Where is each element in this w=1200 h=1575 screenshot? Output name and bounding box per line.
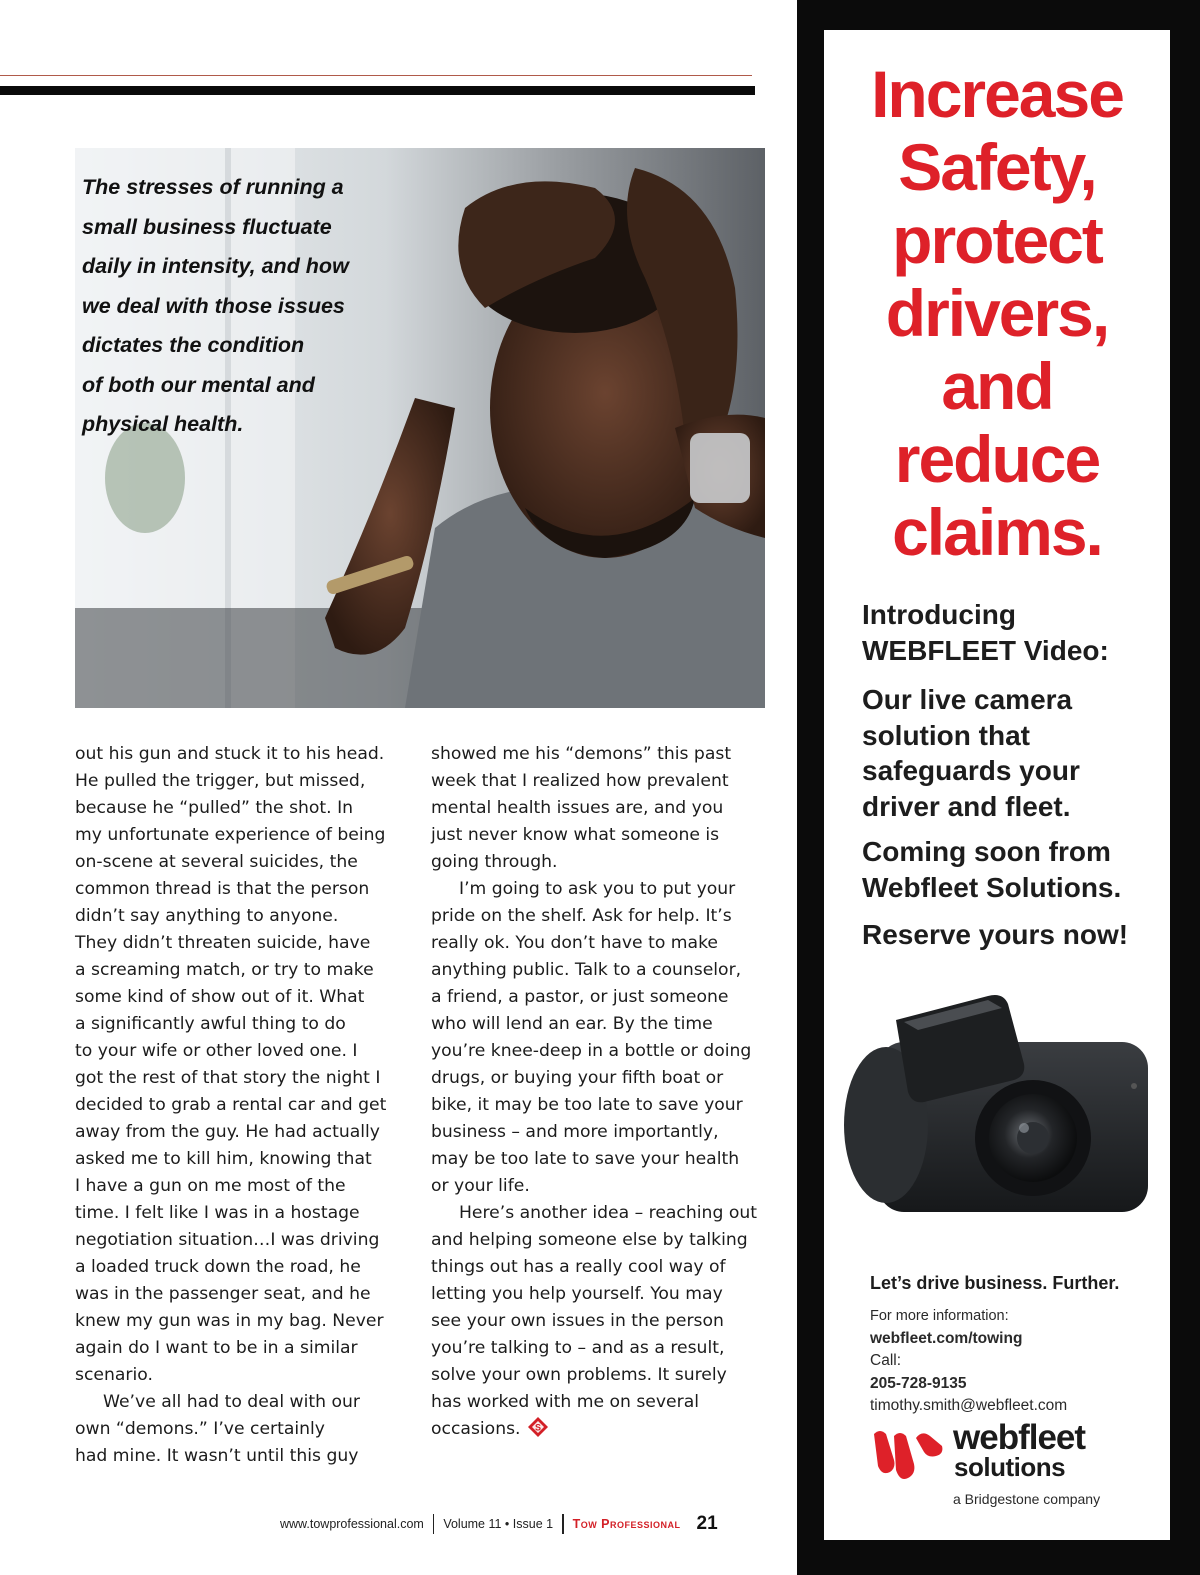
text-line: scenario. [75,1365,153,1385]
text-line: or your life. [431,1176,530,1196]
text-line-last [431,1416,771,1443]
text-line: a loaded truck down the road, he [75,1257,361,1277]
ad-call-line [870,1350,1067,1395]
ad-description-line: driver and fleet. [862,790,1071,822]
text-line-text: occasions. [431,1419,521,1439]
page-footer [280,1512,718,1536]
ad-headline-line: Safety, [898,130,1096,204]
pull-quote-line: we deal with those issues [82,293,345,318]
text-line: you’re knee-deep in a bottle or doing [431,1041,752,1061]
text-line: asked me to kill him, knowing that [75,1149,372,1169]
tow-professional-end-mark-icon [527,1416,549,1438]
text-line: was in the passenger seat, and he [75,1284,371,1304]
logo-wordmark-sub: solutions [954,1452,1066,1482]
ad-headline-line: protect [892,203,1102,277]
ad-coming-soon-line: Webfleet Solutions. [862,871,1122,903]
text-line: got the rest of that story the night I [75,1068,381,1088]
ad-headline-line: and [941,349,1053,423]
text-line: They didn’t threaten suicide, have [75,933,371,953]
text-line: We’ve all had to deal with our [103,1392,360,1412]
text-line: time. I felt like I was in a hostage [75,1203,360,1223]
text-line: who will lend an ear. By the time [431,1014,713,1034]
text-line: a friend, a pastor, or just someone [431,987,729,1007]
footer-divider [433,1514,435,1534]
text-line: knew my gun was in my bag. Never [75,1311,384,1331]
footer-divider [562,1514,564,1534]
pull-quote-line: of both our mental and [82,372,315,397]
text-line: business – and more importantly, [431,1122,719,1142]
text-line: on-scene at several suicides, the [75,852,358,872]
logo-wordmark: webfleet [953,1418,1086,1457]
pull-quote-line: The stresses of running a [82,175,344,199]
svg-text:S: S [534,1422,541,1433]
text-line: and helping someone else by talking [431,1230,748,1250]
text-line: see your own issues in the person [431,1311,724,1331]
text-line: decided to grab a rental car and get [75,1095,387,1115]
ad-email[interactable]: timothy.smith@webfleet.com [870,1397,1068,1414]
header-rule-thick [0,86,755,95]
text-line: I’m going to ask you to put your [459,879,736,899]
ad-headline-line: drivers, [885,276,1109,350]
text-line: Here’s another idea – reaching out [459,1203,757,1223]
text-line: because he “pulled” the shot. In [75,798,354,818]
ad-description-line: Our live camera [862,684,1073,715]
text-line: has worked with me on several [431,1392,700,1412]
footer-issue: Volume 11 • Issue 1 [443,1517,554,1531]
ad-call-label: Call: [870,1352,902,1369]
text-line: had mine. It wasn’t until this guy [75,1446,359,1466]
ad-reserve [862,917,1128,953]
article-column-right [431,741,771,1443]
logo-tagline: a Bridgestone company [953,1491,1101,1507]
pull-quote-line: physical health. [82,412,244,436]
ad-contact [870,1305,1067,1418]
page-number: 21 [696,1513,718,1534]
text-line: a screaming match, or try to make [75,960,374,980]
text-line: anything public. Talk to a counselor, [431,960,742,980]
ad-description-line: solution that [862,719,1030,751]
text-line: didn’t say anything to anyone. [75,906,339,926]
pull-quote-line: small business fluctuate [82,214,332,239]
ad-coming-soon [862,834,1121,905]
dash-camera-icon [838,990,1154,1212]
ad-info-label: For more information: [870,1308,1009,1324]
text-line: mental health issues are, and you [431,798,724,818]
ad-url[interactable]: webfleet.com/towing [870,1329,1023,1347]
text-line: solve your own problems. It surely [431,1365,727,1385]
ad-phone[interactable]: 205-728-9135 [870,1374,967,1392]
text-line: away from the guy. He had actually [75,1122,380,1142]
ad-description-line: safeguards your [862,755,1080,786]
text-line: out his gun and stuck it to his head. [75,744,385,764]
ad-coming-soon-line: Coming soon from [862,836,1111,867]
ad-headline-line: claims. [892,495,1102,569]
header-rule-thin [0,75,752,76]
webfleet-logo-icon [872,1424,944,1484]
text-line: going through. [431,852,558,872]
ad-intro-line: Introducing [862,599,1016,630]
text-line: I have a gun on me most of the [75,1176,346,1196]
text-line: a significantly awful thing to do [75,1014,346,1034]
ad-headline-line: Increase [871,57,1123,131]
text-line: common thread is that the person [75,879,370,899]
text-line: pride on the shelf. Ask for help. It’s [431,906,732,926]
text-line: again do I want to be in a similar [75,1338,358,1358]
text-line: negotiation situation…I was driving [75,1230,380,1250]
ad-tagline: Let’s drive business. Further. [870,1273,1120,1293]
text-line: my unfortunate experience of being [75,825,386,845]
ad-description [862,682,1080,824]
pull-quote [82,168,382,445]
pull-quote-line: dictates the condition [82,333,305,357]
text-line: may be too late to save your health [431,1149,740,1169]
ad-intro [862,597,1109,668]
text-line: just never know what someone is [431,825,720,845]
article-column-left [75,741,405,1470]
text-line: really ok. You don’t have to make [431,933,718,953]
text-line: He pulled the trigger, but missed, [75,771,366,791]
ad-intro-line: WEBFLEET Video: [862,634,1109,666]
text-line: drugs, or buying your fifth boat or [431,1068,724,1088]
ad-headline-line: reduce [894,422,1100,496]
text-line: letting you help yourself. You may [431,1284,723,1304]
text-line: to your wife or other loved one. I [75,1041,358,1061]
footer-brand: Tow Professional [572,1517,681,1531]
ad-headline [824,58,1170,569]
text-line: showed me his “demons” this past [431,744,732,764]
text-line: week that I realized how prevalent [431,771,729,791]
text-line: own “demons.” I’ve certainly [75,1419,325,1439]
pull-quote-line: daily in intensity, and how [82,254,349,278]
text-line: some kind of show out of it. What [75,987,365,1007]
text-line: bike, it may be too late to save your [431,1095,743,1115]
text-line: things out has a really cool way of [431,1257,726,1277]
text-line: you’re talking to – and as a result, [431,1338,725,1358]
ad-reserve-text: Reserve yours now! [862,919,1129,950]
footer-website: www.towprofessional.com [280,1517,424,1531]
